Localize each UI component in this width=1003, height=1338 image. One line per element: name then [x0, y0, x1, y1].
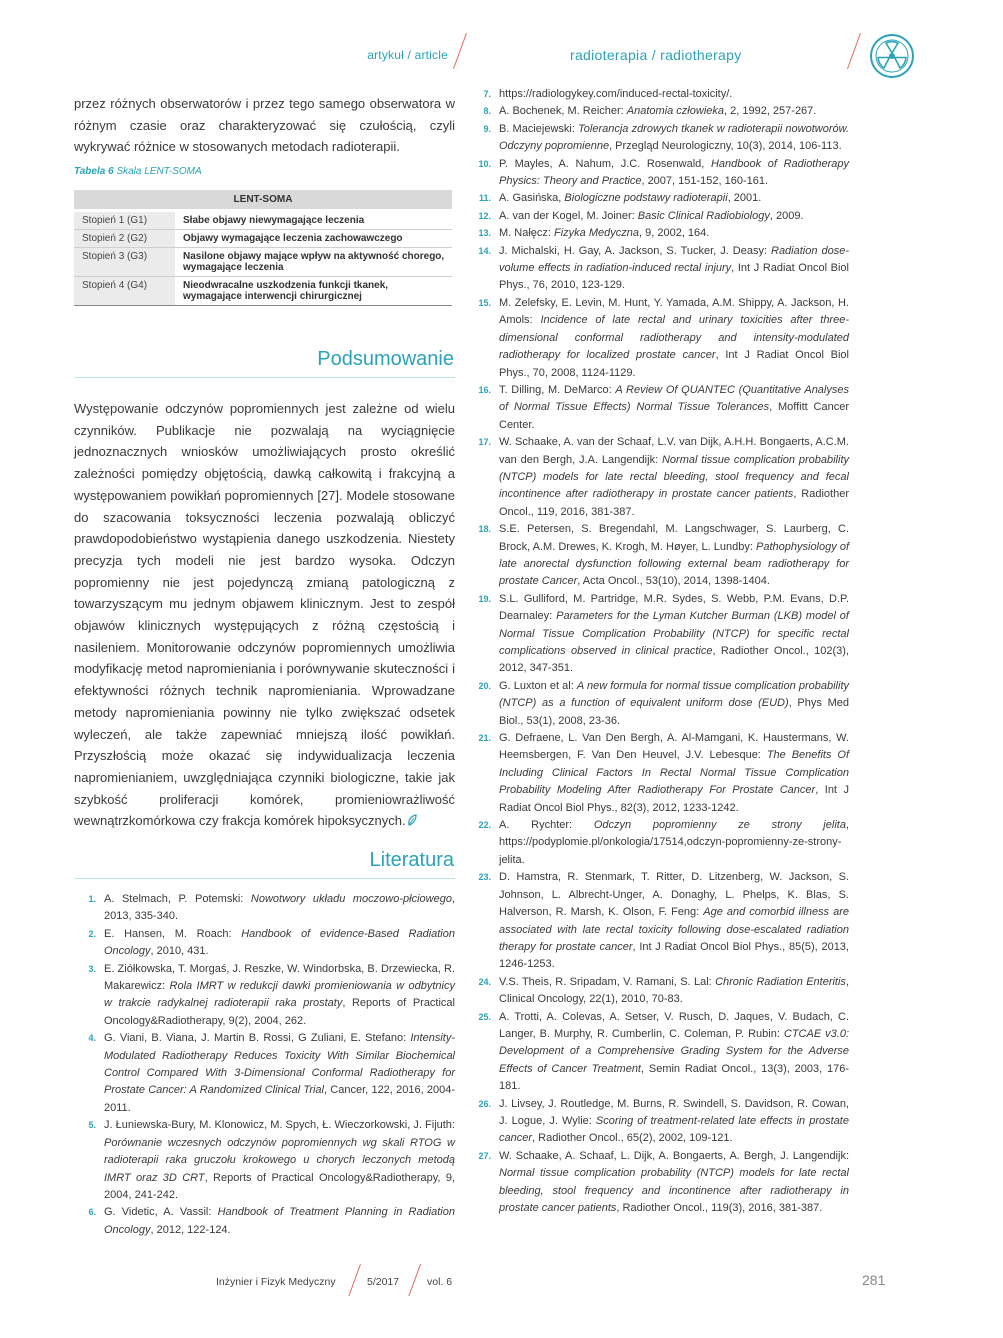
reference-number: 20.: [478, 680, 491, 691]
reference-number: 18.: [478, 524, 491, 535]
reference-source: , Radiother Oncol., 119, 2016, 381-387.: [499, 488, 849, 518]
reference-title: Odczyn popromienny ze strony jelita: [593, 819, 846, 832]
reference-number: 6.: [88, 1207, 96, 1218]
footer-issue: 5/2017: [367, 1276, 400, 1288]
reference-source: , Int J Radiat Oncol Biol Phys., 82(3), 2012, 1233-1242.: [499, 784, 849, 814]
table-cell-degree: Stopień 2 (G2): [74, 230, 175, 248]
reference-item: [469, 121, 849, 156]
reference-number: 26.: [478, 1098, 491, 1109]
reference-number: 16.: [478, 384, 491, 395]
reference-number: 25.: [478, 1011, 491, 1022]
summary-heading: Podsumowanie: [317, 348, 454, 370]
reference-item: [74, 1204, 455, 1239]
reference-title: Age and comorbid illness are associated with late rectal toxicity following dose-escalated radiation therapy for prostate cancer: [499, 906, 849, 953]
reference-item: [469, 817, 849, 869]
header-section-right: radioterapia / radiotherapy: [570, 47, 742, 63]
reference-authors: E. Hansen, M. Roach:: [104, 927, 242, 940]
reference-authors: G. Videtic, A. Vassil:: [104, 1206, 218, 1219]
footer-journal: Inżynier i Fizyk Medyczny: [216, 1276, 336, 1288]
lent-soma-table: [74, 190, 452, 306]
reference-item: [469, 974, 849, 1009]
footer-divider-2: [408, 1264, 421, 1296]
reference-source: , Przegląd Neurologiczny, 10(3), 2014, 106-113.: [609, 140, 842, 153]
reference-authors: J. Łuniewska-Bury, M. Klonowicz, M. Spych, Ł. Wieczorkowski, J. Fijuth:: [104, 1119, 455, 1132]
reference-source: , 2, 1992, 257-267.: [724, 105, 817, 118]
reference-source: , Int J Radiat Oncol Biol Phys., 70, 2008, 1124-1129.: [499, 349, 849, 379]
table-caption: [74, 166, 202, 177]
reference-number: 5.: [88, 1120, 96, 1131]
reference-title: Chronic Radiation Enteritis: [715, 975, 846, 988]
reference-number: 1.: [88, 894, 96, 904]
reference-item: [469, 243, 849, 295]
table-row: [74, 211, 452, 230]
reference-title: Biologiczne podstawy radioterapii: [564, 192, 728, 205]
reference-number: 22.: [478, 820, 491, 831]
reference-authors: E. Ziółkowska, T. Morgaś, J. Reszke, W. Windorbska, B. Drzewiecka, R. Makarewicz:: [104, 962, 455, 993]
reference-title: Porównanie wczesnych odczynów popromiennych wg skali RTOG w radioterapii raka gruczołu krokowego u chorych leczonych metodą IMRT oraz 3D CRT: [104, 1136, 455, 1184]
reference-authors: S.E. Petersen, S. Bregendahl, M. Langschwager, S. Laurberg, C. Brock, A.M. Drewes, K. Krogh, M. Høyer, L. Lundby:: [499, 523, 849, 553]
reference-source: , Acta Oncol., 53(10), 2014, 1398-1404.: [577, 575, 770, 588]
reference-source: , Radiother Oncol., 102(3), 2012, 347-351.: [499, 645, 849, 675]
reference-item: [469, 382, 849, 434]
reference-authors: A. van der Kogel, M. Joiner:: [499, 209, 638, 222]
table-cell-desc: Objawy wymagające leczenia zachowawczego: [175, 230, 452, 248]
reference-number: 27.: [478, 1150, 491, 1161]
reference-source: , Semin Radiat Oncol., 13(3), 2003, 176-181.: [499, 1062, 849, 1093]
table-caption-label: Tabela 6: [74, 166, 114, 177]
reference-item: [74, 926, 455, 961]
reference-item: [469, 103, 849, 120]
reference-authors: G. Viani, B. Viana, J. Martin B. Rossi, G Zuliani, E. Stefano:: [104, 1032, 411, 1045]
reference-authors: M. Nałęcz:: [499, 227, 555, 240]
reference-title: Normal tissue complication probability (NTCP) models for late rectal bleeding, stool frequency and fecal incontinence after radiotherapy in prostate cancer patients: [499, 453, 850, 501]
reference-title: Basic Clinical Radiobiology: [637, 209, 770, 222]
reference-item: [469, 521, 849, 591]
reference-item: [469, 86, 849, 103]
reference-source: , Radiother Oncol., 65(2), 2002, 109-121.: [532, 1132, 733, 1145]
reference-number: 14.: [478, 245, 491, 256]
reference-number: 17.: [478, 437, 491, 448]
reference-authors: G. Luxton et al:: [499, 679, 577, 692]
reference-authors: A. Bochenek, M. Reicher:: [499, 105, 627, 118]
reference-source: , Int J Radiat Oncol Biol Phys., 85(5), 2013, 1246-1253.: [499, 940, 849, 971]
page-number: 281: [862, 1272, 886, 1288]
table-cell-desc: Słabe objawy niewymagające leczenia: [175, 211, 452, 230]
reference-source: , 9, 2002, 164.: [639, 227, 710, 240]
reference-authors: A. Stelmach, P. Potemski:: [104, 893, 251, 905]
reference-item: [469, 295, 849, 382]
reference-authors: J. Michalski, H. Gay, A. Jackson, S. Tucker, J. Deasy:: [499, 244, 771, 257]
reference-source: , Reports of Practical Oncology&Radiotherapy, 9(2), 2004, 262.: [104, 997, 455, 1027]
reference-title: Nowotwory układu moczowo-płciowego: [250, 893, 452, 905]
reference-item: [469, 1148, 849, 1218]
reference-item: [74, 891, 455, 926]
reference-number: 23.: [478, 872, 491, 883]
reference-title: Handbook of Treatment Planning in Radiation Oncology: [104, 1206, 455, 1236]
table-row: [74, 248, 452, 277]
header-divider-right: [847, 33, 861, 69]
reference-list-right: [469, 86, 849, 1217]
reference-title: Anatomia człowieka: [626, 105, 724, 118]
reference-title: Normal tissue complication probability (NTCP) models for late rectal bleeding, stool frequency and incontinence after radiotherapy in prostate cancer patients: [499, 1167, 849, 1214]
reference-list-left: [74, 891, 455, 1239]
reference-item: [469, 156, 849, 191]
reference-title: Intensity-Modulated Radiotherapy Reduces Toxicity With Similar Biochemical Control Compared With 3-Dimensional Conformal Radiotherapy for Prostate Cancer: A Randomized Clinical Trial: [104, 1032, 455, 1097]
reference-source: , 2010, 431.: [150, 945, 209, 958]
reference-authors: A. Gasińska,: [499, 192, 565, 205]
reference-source: , Clinical Oncology, 22(1), 2010, 70-83.: [499, 975, 849, 1006]
reference-authors: S.L. Gulliford, M. Partridge, M.R. Sydes, S. Webb, P.M. Evans, D.P. Dearnaley:: [499, 592, 849, 623]
reference-authors: A. Rychter:: [499, 819, 594, 832]
reference-source: , 2013, 335-340.: [104, 893, 455, 923]
reference-item: [469, 730, 849, 817]
reference-title: Handbook of Radiotherapy Physics: Theory and Practice: [499, 157, 849, 188]
reference-item: [469, 591, 849, 678]
literature-heading: Literatura: [369, 849, 454, 871]
reference-number: 12.: [478, 210, 491, 221]
reference-authors: T. Dilling, M. DeMarco:: [499, 383, 616, 396]
table-cell-desc: Nasilone objawy mające wpływ na aktywność chorego, wymagające leczenia: [175, 248, 452, 277]
reference-authors: D. Hamstra, R. Stenmark, T. Ritter, D. Litzenberg, W. Jackson, S. Johnson, L. Albrecht-Unger, A. Donaghy, L. Phelps, K. Blas, S. Halverson, R. Marsh, K. Olson, F. Feng:: [499, 871, 849, 919]
reference-title: A Review Of QUANTEC (Quantitative Analyses of Normal Tissue Effects) Normal Tissue Tolerances: [499, 383, 849, 414]
reference-number: 21.: [478, 733, 491, 744]
summary-text: Występowanie odczynów popromiennych jest zależne od wielu czynników. Publikacje nie pozwalają na wyciągnięcie jednoznacznych wniosków umożliwiających prosto określić zależności pomiędzy objętością, dawką całkowitą i frakcyjną a występowaniem powikłań popromiennych [27]. Modele stosowane do szacowania toksyczności leczenia pozwalają obliczyć prawdopodobieństwo wystąpienia danego uszkodzenia. Niestety precyzja tych modeli nie jest bardzo wysoka. Odczyn popromienny nie jest pojedynczą zmianą patologiczną z towarzyszącym mu jednym objawem klinicznym. Jest to zespół objawów klinicznych występujących z różną częstością i nasileniem. Monitorowanie odczynów popromiennych umożliwia modyfikację metod napromieniania i porównywanie skuteczności i efektywności różnych technik napromieniania. Wprowadzane metody napromieniania powinny nie tylko zwiększać odsetek wyleczeń, ale także zapewniać mniejszą ilość powikłań. Przyszłością może okazać się indywidualizacja leczenia napromienianiem, uwzględniająca czynniki biologiczne, takie jak szybkość proliferacji komórek, promieniowrażliwość wewnątrzkomórkowa czy frakcja komórek hipoksycznych.: [74, 401, 455, 829]
reference-title: Handbook of evidence-Based Radiation Oncology: [104, 927, 455, 958]
reference-source: , https://podyplomie.pl/onkologia/17514,odczyn-popromienny-ze-strony-jelita.: [499, 819, 849, 866]
reference-number: 4.: [88, 1033, 96, 1044]
leaf-end-icon: [407, 811, 417, 823]
reference-number: 2.: [88, 928, 96, 939]
table-row: [74, 277, 452, 306]
table-cell-degree: Stopień 3 (G3): [74, 248, 175, 277]
reference-number: 9.: [483, 123, 491, 134]
reference-source: , Reports of Practical Oncology&Radiotherapy, 9, 2004, 241-242.: [104, 1171, 455, 1201]
summary-body: [74, 398, 455, 832]
reference-title: Incidence of late rectal and urinary toxicities after three-dimensional conformal radiotherapy and intensity-modulated radiotherapy for localized prostate cancer: [499, 314, 849, 362]
header-divider-left: [453, 33, 467, 69]
reference-authors: W. Schaake, A. van der Schaaf, L.V. van Dijk, A.H.H. Bongaerts, A.C.M. van den Bergh, J.A. Langendijk:: [499, 436, 849, 466]
reference-title: CTCAE v3.0: Development of a Comprehensive Grading System for the Adverse Effects of Cancer Treatment: [499, 1027, 850, 1075]
reference-item: [469, 208, 849, 225]
table-caption-text: Skala LENT-SOMA: [116, 166, 202, 177]
reference-source: , Int J Radiat Oncol Biol Phys., 76, 2010, 123-129.: [499, 262, 849, 292]
reference-number: 19.: [478, 593, 491, 604]
reference-item: [469, 1096, 849, 1148]
reference-item: [469, 225, 849, 242]
reference-number: 8.: [483, 106, 491, 117]
intro-paragraph: przez różnych obserwatorów i przez tego samego obserwatora w różnym czasie oraz charakteryzować się czułością, czyli wykrywać różnice w stosowanych metodach radioterapii.: [74, 96, 455, 155]
reference-source: , 2007, 151-152, 160-161.: [641, 175, 769, 188]
reference-authors: V.S. Theis, R. Sripadam, V. Ramani, S. Lal:: [499, 975, 716, 988]
reference-title: A new formula for normal tissue complication probability (NTCP) as a function of equivalent uniform dose (EUD): [499, 679, 849, 710]
reference-title: Pathophysiology of late anorectal dysfunction following external beam radiotherapy for prostate Cancer: [499, 540, 849, 588]
reference-item: [469, 434, 849, 521]
reference-authors: M. Zelefsky, E. Levin, M. Hunt, Y. Yamada, A.M. Shippy, A. Jackson, H. Amols:: [499, 296, 849, 327]
table-cell-degree: Stopień 4 (G4): [74, 277, 175, 306]
reference-number: 13.: [478, 228, 491, 239]
reference-title: Tolerancja zdrowych tkanek w radioterapii nowotworów. Odczyny popromienne: [499, 122, 850, 153]
reference-source: , 2009.: [769, 209, 804, 222]
reference-authors: W. Schaake, A. Schaaf, L. Dijk, A. Bongaerts, A. Bergh, J. Langendijk:: [499, 1149, 849, 1162]
reference-number: 7.: [483, 89, 491, 99]
reference-authors: https://radiologykey.com/induced-rectal-toxicity/.: [499, 88, 733, 100]
reference-title: Radiation dose-volume effects in radiation-induced rectal injury: [499, 244, 849, 275]
footer-divider-1: [348, 1264, 361, 1296]
reference-source: , Radiother Oncol., 119(3), 2016, 381-387.: [616, 1202, 823, 1214]
reference-number: 3.: [88, 963, 96, 974]
reference-authors: A. Trotti, A. Colevas, A. Setser, V. Rusch, D. Jaques, V. Budach, C. Langer, B. Murphy, R. Cumberlin, C. Coleman, P. Rubin:: [499, 1010, 849, 1040]
reference-authors: G. Defraene, L. Van Den Bergh, A. Al-Mamgani, K. Haustermans, W. Heemsbergen, F. Van Den Heuvel, J.V. Lebesque:: [499, 732, 849, 762]
table-header: LENT-SOMA: [74, 190, 452, 211]
summary-body-wrap: [74, 398, 455, 832]
footer-volume: vol. 6: [427, 1276, 453, 1288]
header-section-left: artykuł / article: [367, 48, 448, 62]
reference-source: , Cancer, 122, 2016, 2004-2011.: [104, 1084, 455, 1114]
reference-number: 24.: [478, 976, 491, 987]
table-cell-degree: Stopień 1 (G1): [74, 211, 175, 230]
table-cell-desc: Nieodwracalne uszkodzenia funkcji tkanek, wymagające interwencji chirurgicznej: [175, 277, 452, 306]
reference-number: 10.: [478, 158, 491, 169]
reference-number: 11.: [478, 193, 491, 204]
intro-paragraph-wrap: [74, 93, 455, 158]
reference-title: The Benefits Of Including Clinical Factors In Rectal Normal Tissue Complication Probability Modeling After Radiotherapy For Prostate Cancer: [499, 749, 849, 797]
literature-heading-rule: [74, 878, 455, 879]
reference-item: [74, 1117, 455, 1204]
reference-authors: P. Mayles, A. Nahum, J.C. Rosenwald,: [499, 157, 711, 170]
reference-item: [74, 961, 455, 1031]
reference-title: Scoring of treatment-related late effects in prostate cancer: [499, 1114, 849, 1145]
reference-source: , 2012, 122-124.: [150, 1223, 231, 1236]
reference-item: [469, 869, 849, 973]
radiation-logo-icon: [868, 32, 916, 80]
reference-item: [74, 1030, 455, 1117]
reference-source: , Moffitt Cancer Center.: [499, 401, 849, 431]
table-row: [74, 230, 452, 248]
reference-title: Fizyka Medyczna: [554, 227, 639, 240]
reference-authors: B. Maciejewski:: [499, 122, 579, 135]
reference-title: Parameters for the Lyman Kutcher Burman (LKB) model of Normal Tissue Complication Probability (NTCP) for specific rectal complications observed in clinical practice: [499, 610, 849, 657]
reference-number: 15.: [478, 297, 491, 308]
summary-heading-rule: [74, 377, 455, 378]
reference-item: [469, 1009, 849, 1096]
reference-item: [469, 678, 849, 730]
reference-source: , 2001.: [727, 192, 762, 205]
reference-title: Rola IMRT w redukcji dawki promieniowania w odbytnicy w trakcie radykalnej radioterapii raka prostaty: [104, 980, 455, 1010]
reference-authors: J. Livsey, J. Routledge, M. Burns, R. Swindell, S. Davidson, R. Cowan, J. Logue, J. Wylie:: [499, 1097, 849, 1127]
reference-item: [469, 190, 849, 207]
reference-source: , Phys Med Biol., 53(1), 2008, 23-36.: [499, 697, 849, 727]
